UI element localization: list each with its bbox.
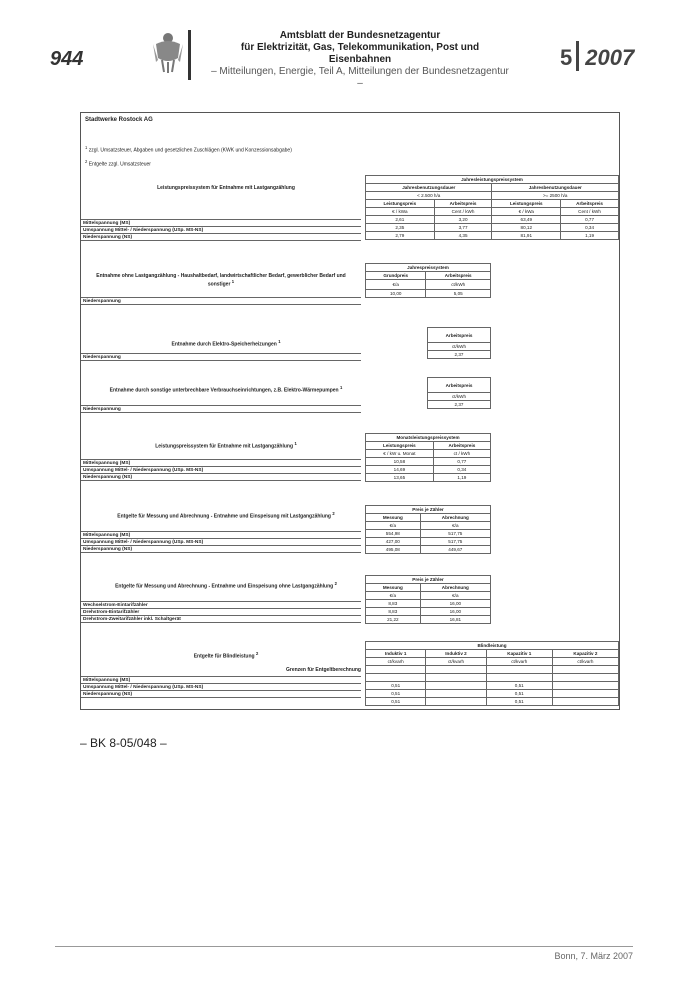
- s2-row-label: Niederspannung: [81, 297, 361, 305]
- footnote-1: $^1$ zzgl. Umsatzsteuer, Abgaben und gesetzlichen Zuschlägen (KWK und Konzessionsabgabe): [85, 145, 292, 154]
- s8-unit2: ct/kvarh: [426, 658, 486, 666]
- publication-subtitle: – Mitteilungen, Energie, Teil A, Mitteilungen der Bundesnetzagentur –: [211, 66, 509, 89]
- s3-label: Entnahme durch Elektro-Speicherheizungen $^1$: [171, 339, 281, 348]
- s6-row-label: Mittelspannung (MS): [81, 531, 361, 539]
- footer-date: Bonn, 7. März 2007: [554, 951, 633, 961]
- s6-col1: Messung: [366, 514, 421, 522]
- table-row: 0,51 0,51: [366, 698, 619, 706]
- s5-label: Leistungspreissystem für Entnahme mit Lastgangzählung $^1$: [155, 441, 297, 450]
- s6-col2: Abrechnung: [420, 514, 490, 522]
- s7-unit2: €/a: [420, 592, 490, 600]
- table-row: 14,69 0,34: [366, 466, 491, 474]
- s1-header-table: [365, 175, 619, 240]
- s7-system: Preis je Zähler: [366, 576, 491, 584]
- s5-col1: Leistungspreis: [366, 442, 434, 450]
- s8-unit1: ct/kvarh: [366, 658, 426, 666]
- s8-row-label: Mittelspannung (MS): [81, 676, 361, 684]
- table-row: 10,58 0,77: [366, 458, 491, 466]
- table-row: 427,00 517,75: [366, 538, 491, 546]
- s4-header-table: [427, 377, 491, 409]
- table-row: 2,79 4,35 81,91 1,19: [366, 232, 619, 240]
- s7-unit1: €/a: [366, 592, 421, 600]
- issue-year: 2007: [585, 44, 635, 70]
- table-row: 2,61 3,20 63,49 0,77: [366, 216, 619, 224]
- table-row: 8,83 16,00: [366, 608, 491, 616]
- s5-unit2: ct / kWh: [433, 450, 490, 458]
- s7-header-table: [365, 575, 491, 624]
- table-row: 495,08 449,67: [366, 546, 491, 554]
- table-row: 13,65 1,19: [366, 474, 491, 482]
- footer-divider: [55, 946, 633, 947]
- s8-col3: Kapazitiv 1: [486, 650, 552, 658]
- table-row: 554,98 517,75: [366, 530, 491, 538]
- s5-row-label: Mittelspannung (MS): [81, 459, 361, 467]
- table-row: 2,37: [428, 351, 491, 359]
- s1-col-ap2: Arbeitspreis: [561, 200, 619, 208]
- s1-group2-range: >= 2500 h/a: [492, 192, 619, 200]
- table-row: 2,37: [428, 401, 491, 409]
- publication-title-line2: für Elektrizität, Gas, Telekommunikation, Post und Eisenbahnen: [240, 42, 480, 65]
- s2-col2: Arbeitspreis: [426, 272, 491, 280]
- s7-row-label: Wechselstrom-Eintarifzähler: [81, 601, 361, 609]
- s3-row-label: Niederspannung: [81, 353, 361, 361]
- s7-col2: Abrechnung: [420, 584, 490, 592]
- page-number: 944: [50, 48, 84, 70]
- s1-system: Jahresleistungspreissystem: [366, 176, 619, 184]
- s1-unit3: € / kWa: [492, 208, 561, 216]
- s1-unit2: Cent / kWh: [434, 208, 492, 216]
- s1-row-label: Niederspannung (NS): [81, 233, 361, 241]
- s6-unit2: €/a: [420, 522, 490, 530]
- federal-eagle-icon: [152, 30, 184, 74]
- tariff-sheet: [80, 112, 620, 710]
- s2-unit2: ct/kWh: [426, 280, 491, 290]
- s7-row-label: Drehstrom-Zweitarifzähler inkl. Schaltgerät: [81, 615, 361, 623]
- s1-row-label: Umspannung Mittel- / Niederspannung (USp. MS-NS): [81, 226, 361, 234]
- s8-row-label: Umspannung Mittel- / Niederspannung (USp. MS-NS): [81, 683, 361, 691]
- s4-label: Entnahme durch sonstige unterbrechbare Verbrauchseinrichtungen, z.B. Elektro-Wärmepumpen $^1$: [109, 385, 343, 394]
- s8-header-table: [365, 641, 619, 706]
- s1-group1-range: < 2.500 h/a: [366, 192, 492, 200]
- s2-header-table: [365, 263, 491, 298]
- s2-col1: Grundpreis: [366, 272, 426, 280]
- s5-unit1: € / kW u. Monat: [366, 450, 434, 458]
- table-row: 10,00 5,05: [366, 290, 491, 298]
- s6-unit1: €/a: [366, 522, 421, 530]
- s4-col: Arbeitspreis: [428, 378, 491, 393]
- s2-label: Entnahme ohne Lastgangzählung - Haushaltbedarf, landwirtschaftlicher Bedarf, gewerblicher Bedarf und sonstiger $^1$: [96, 273, 346, 288]
- s6-label: Entgelte für Messung und Abrechnung - Entnahme und Einspeisung mit Lastgangzählung $^2$: [117, 511, 335, 520]
- s7-label: Entgelte für Messung und Abrechnung - Entnahme und Einspeisung ohne Lastgangzählung $^2$: [115, 581, 337, 590]
- s1-col-lp1: Leistungspreis: [366, 200, 435, 208]
- company-name: Stadtwerke Rostock AG: [85, 117, 153, 123]
- s8-label: Entgelte für Blindleistung $^2$: [193, 651, 259, 660]
- issue-number: 5: [560, 44, 573, 70]
- header-divider: [188, 30, 191, 80]
- s6-header-table: [365, 505, 491, 554]
- issue-badge: [560, 44, 634, 74]
- s2-system: Jahrespreissystem: [366, 264, 491, 272]
- table-row: 0,51 0,51: [366, 690, 619, 698]
- s7-row-label: Drehstrom-Eintarifzähler: [81, 608, 361, 616]
- s4-row-label: Niederspannung: [81, 405, 361, 413]
- s1-group2: Jahresbenutzungsdauer: [492, 184, 619, 192]
- s2-unit1: €/a: [366, 280, 426, 290]
- table-row: 8,83 16,00: [366, 600, 491, 608]
- s5-row-label: Umspannung Mittel- / Niederspannung (USp. MS-NS): [81, 466, 361, 474]
- s1-col-ap1: Arbeitspreis: [434, 200, 492, 208]
- s6-row-label: Niederspannung (NS): [81, 545, 361, 553]
- s8-limit-label: Grenzen für Entgeltberechnung: [285, 667, 361, 673]
- s1-unit4: Cent / kWh: [561, 208, 619, 216]
- publication-header: [210, 30, 510, 90]
- s4-unit: ct/kWh: [428, 393, 491, 401]
- s3-col: Arbeitspreis: [428, 328, 491, 343]
- s5-header-table: [365, 433, 491, 482]
- s1-row-label: Mittelspannung (MS): [81, 219, 361, 227]
- s3-unit: ct/kWh: [428, 343, 491, 351]
- s8-unit3: ct/kvarh: [486, 658, 552, 666]
- s8-col2: Induktiv 2: [426, 650, 486, 658]
- s5-system: Monatsleistungspreissystem: [366, 434, 491, 442]
- reference-number: – BK 8-05/048 –: [80, 736, 167, 750]
- s8-row-label: Niederspannung (NS): [81, 690, 361, 698]
- table-row: 2,35 3,77 80,12 0,34: [366, 224, 619, 232]
- s1-col-lp2: Leistungspreis: [492, 200, 561, 208]
- s1-group1: Jahresbenutzungsdauer: [366, 184, 492, 192]
- publication-title: Amtsblatt der Bundesnetzagentur: [279, 30, 441, 41]
- s7-col1: Messung: [366, 584, 421, 592]
- s6-system: Preis je Zähler: [366, 506, 491, 514]
- s5-row-label: Niederspannung (NS): [81, 473, 361, 481]
- table-row: 0,51 0,51: [366, 682, 619, 690]
- s3-header-table: [427, 327, 491, 359]
- footnote-2: $^2$ Entgelte zzgl. Umsatzsteuer: [85, 159, 151, 168]
- s8-unit4: ct/kvarh: [552, 658, 618, 666]
- s1-unit1: € / kWa: [366, 208, 435, 216]
- s1-label: Leistungspreissystem für Entnahme mit Lastgangzählung: [157, 185, 295, 191]
- s8-system: Blindleistung: [366, 642, 619, 650]
- table-row: 21,22 16,81: [366, 616, 491, 624]
- s8-col4: Kapazitiv 2: [552, 650, 618, 658]
- s6-row-label: Umspannung Mittel- / Niederspannung (USp. MS-NS): [81, 538, 361, 546]
- s5-col2: Arbeitspreis: [433, 442, 490, 450]
- s8-col1: Induktiv 1: [366, 650, 426, 658]
